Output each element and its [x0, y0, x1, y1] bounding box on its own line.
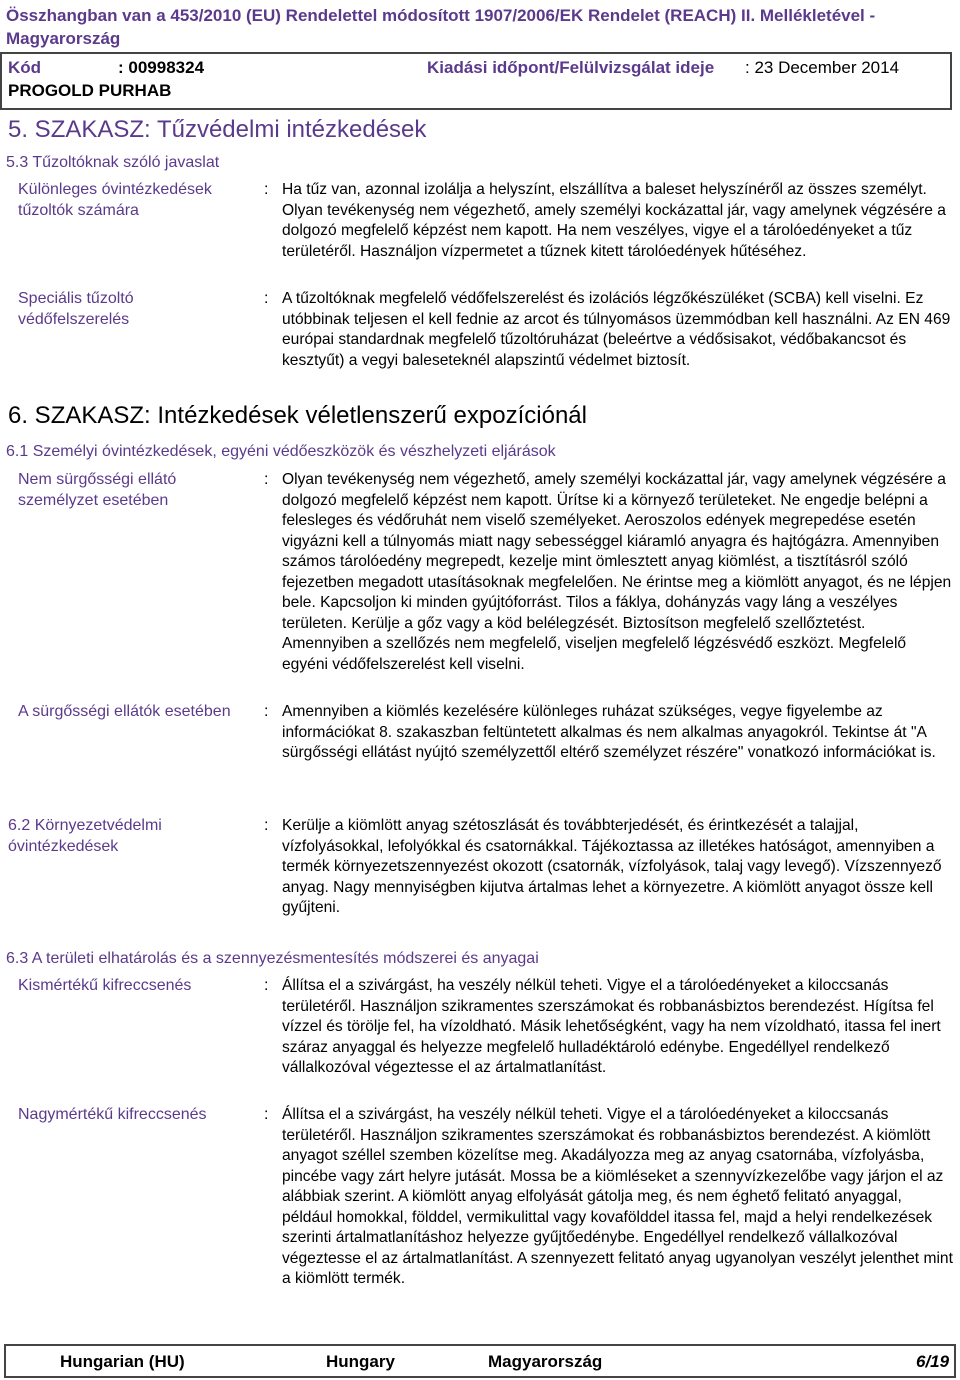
colon: : [264, 817, 269, 834]
section6-1-subtitle: 6.1 Személyi óvintézkedések, egyéni védőeszközök és vészhelyzeti eljárások [6, 443, 556, 460]
text-non-emergency-personnel: Olyan tevékenység nem végezhető, amely személyi kockázattal jár, vagy amelynek végzésére a dolgozó megfelelő képzést nem kapott. Ürítse ki a környező területeket. Ne engedje belépni a felesleges és védőruhát nem viselő személyeket. Aeroszolos edények megrepedése esetén vigyázni kell a túlnyomás miatt nagy sebességgel kiáramló anyagra és hajtógázra. Amennyiben számos tárolóedény megrepedt, kezelje mint ömlesztett anyag kiömlést, a tisztításról szóló fejezetben megadott utasításoknak megfelelően. Ne érintse meg a kiömlött anyagot, és ne lépjen bele. Kapcsoljon ki minden gyújtóforrást. Tilos a fáklya, dohányzás vagy láng a veszélyes területen. Kerülje a gőz vagy a köd belélegzését. Biztosítson megfelelő szellőztetést. Amennyiben a szellőzés nem megfelelő, viseljen megfelelő légzésvédő eszközt. Megfelelő egyéni védőfelszerelést kell viselni. [282, 471, 952, 673]
section6-3-subtitle: 6.3 A területi elhatárolás és a szennyezésmentesítés módszerei és anyagai [6, 950, 539, 967]
footer-country-local: Magyarország [488, 1352, 603, 1371]
text-large-spill: Állítsa el a szivárgást, ha veszély nélkül teheti. Vigye el a tárolóedényeket a kiloccsanás területéről. Használjon szikramentes szerszámokat és robbanásbiztos berendezést. A kiömlött anyagot széllel szemben közelítse meg. Akadályozza meg az anyag csatornába, vízfolyásba, pincébe vagy zárt helyre jutását. Mossa be a kiömléseket a szennyvízkezelőbe vagy járjon el az alábbiak szerint. A kiömlött anyag elfolyását gátolja meg, és nem éghető felitató anyaggal, például homokkal, földdel, vermikulittal vagy kovafölddel itassa fel, majd a helyi rendelkezések szerinti ártalmatlanításhoz helyezze gyűjtőedénybe. Engedéllyel rendelkező vállalkozóval végeztesse el az ártalmatlanítást. A szennyezett felitató anyag ugyanolyan veszélyt jelenthet mint a kiömlött termék. [282, 1106, 953, 1287]
code-label: Kód [8, 58, 42, 77]
colon: : [264, 703, 269, 720]
colon: : [264, 290, 269, 307]
text-protective-equipment: A tűzoltóknak megfelelő védőfelszerelést és izolációs légzőkészüléket (SCBA) kell viselni. Ez utóbbinak teljesen el kell fednie az arcot és túlnyomásos üzemmódban kell használni. Az EN 469 európai standardnak megfelelő tűzoltóruházat (beleértve a védősisakot, védőbakancsot és kesztyűt) a vegyi baleseteknél alapszintű védelmet biztosít. [282, 290, 951, 369]
label-small-spill: Kismértékű kifreccsenés [18, 977, 192, 994]
colon: : [264, 181, 269, 198]
issue-date-value: : 23 December 2014 [745, 58, 900, 77]
colon: : [264, 977, 269, 994]
section6-title: 6. SZAKASZ: Intézkedések véletlenszerű expozíciónál [8, 402, 587, 429]
document-regulation-title: Összhangban van a 453/2010 (EU) Rendelettel módosított 1907/2006/EK Rendelet (REACH) II. Mellékletével - Magyarország [6, 6, 876, 48]
label-protective-equipment: Speciális tűzoltó védőfelszerelés [18, 290, 134, 328]
text-special-precautions: Ha tűz van, azonnal izolálja a helyszínt, elszállítva a baleset helyszínéről az összes személyt. Olyan tevékenység nem végezhető, amely személyi kockázattal jár, vagy amelynek végzésére a dolgozó megfelelő képzést nem kapott. Ha nem veszélyes, vigye el a tárolóedényeket a tűz területéről. Használjon vízpermetet a tűznek kitett tárolóedények hűtéséhez. [282, 181, 946, 260]
colon: : [264, 1106, 269, 1123]
label-environmental-precautions: 6.2 Környezetvédelmi óvintézkedések [8, 817, 162, 855]
code-value: : 00998324 [118, 58, 205, 77]
colon: : [264, 471, 269, 488]
label-emergency-responders: A sürgősségi ellátók esetében [18, 703, 231, 720]
text-emergency-responders: Amennyiben a kiömlés kezelésére különleges ruházat szükséges, vegye figyelembe az információkat 8. szakaszban feltüntetett alkalmas és nem alkalmas anyagokról. Tekintse át "A sürgősségi ellátást nyújtó személyzettől eltérő személyzet részére" vonatkozó információkat is. [282, 703, 936, 761]
footer-page-number: 6/19 [916, 1352, 950, 1371]
text-small-spill: Állítsa el a szivárgást, ha veszély nélkül teheti. Vigye el a tárolóedényeket a kiloccsanás területéről. Használjon szikramentes szerszámokat és robbanásbiztos berendezést. Hígítsa fel vízzel és törölje fel, ha vízoldható. Másik lehetőségként, vagy ha nem vízoldható, itassa fel inert száraz anyaggal és helyezze megfelelő hulladéktároló edénybe. Engedéllyel rendelkező vállalkozóval végeztesse el az ártalmatlanítást. [282, 977, 941, 1076]
label-special-precautions: Különleges óvintézkedések tűzoltók számára [18, 181, 212, 219]
footer-language: Hungarian (HU) [60, 1352, 185, 1371]
label-large-spill: Nagymértékű kifreccsenés [18, 1106, 207, 1123]
text-environmental-precautions: Kerülje a kiömlött anyag szétoszlását és továbbterjedését, és érintkezését a talajjal, vízfolyásokkal, lefolyókkal és csatornákkal. Tájékoztassa az illetékes hatóságot, amennyiben a termék környezetszennyezést okozott (csatornák, vízfolyások, talaj vagy levegő). Vízszennyező anyag. Nagy mennyiségben kijutva ártalmas lehet a környezetre. A kiömlött anyagot össze kell gyűjteni. [282, 817, 942, 916]
footer-country: Hungary [326, 1352, 395, 1371]
section5-3-subtitle: 5.3 Tűzoltóknak szóló javaslat [6, 154, 220, 171]
label-non-emergency-personnel: Nem sürgősségi ellátó személyzet esetében [18, 471, 177, 509]
product-name: PROGOLD PURHAB [8, 81, 172, 100]
section5-title: 5. SZAKASZ: Tűzvédelmi intézkedések [8, 116, 427, 143]
issue-date-label: Kiadási időpont/Felülvizsgálat ideje [427, 58, 715, 77]
